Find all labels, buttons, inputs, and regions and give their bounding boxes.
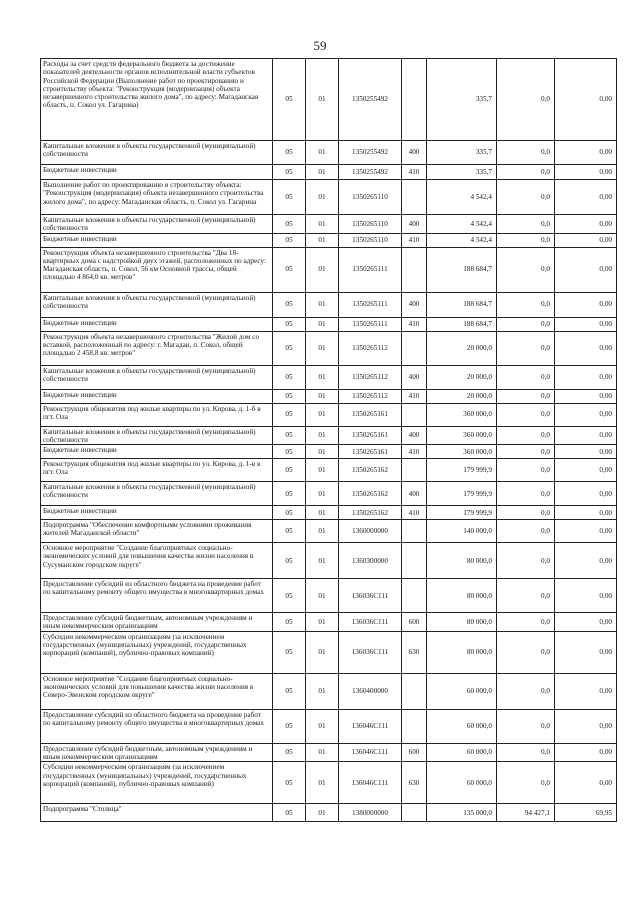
table-row: [41, 59, 617, 141]
row-execution-percent: 0,00: [555, 365, 617, 389]
row-name: Предоставление субсидий из областного бюджета на проведение работ по капитальному ремонту общего имущества в многоквартирных домах: [41, 579, 273, 613]
row-execution-percent: 0,00: [555, 426, 617, 445]
row-subsection: 01: [306, 673, 339, 709]
row-amount-planned: 188 684,7: [427, 247, 497, 292]
row-subsection: 01: [306, 292, 339, 317]
row-execution-percent: 0,00: [555, 762, 617, 804]
row-subsection: 01: [306, 506, 339, 520]
row-target-article: 136036С111: [339, 613, 402, 632]
row-section: 05: [273, 459, 306, 482]
row-amount-executed: 0,0: [497, 506, 555, 520]
row-target-article: 1360000000: [339, 520, 402, 543]
row-execution-percent: 0,00: [555, 673, 617, 709]
row-execution-percent: 0,00: [555, 631, 617, 673]
row-section: 05: [273, 215, 306, 234]
row-amount-executed: 0,0: [497, 613, 555, 632]
row-amount-planned: 60 000,0: [427, 743, 497, 762]
row-amount-planned: 60 000,0: [427, 673, 497, 709]
row-section: 05: [273, 804, 306, 822]
row-execution-percent: 0,00: [555, 59, 617, 141]
row-execution-percent: 0,00: [555, 165, 617, 180]
row-expense-type: 600: [402, 613, 427, 632]
row-expense-type: 630: [402, 762, 427, 804]
row-amount-planned: 80 000,0: [427, 543, 497, 579]
row-amount-planned: 335,7: [427, 141, 497, 165]
row-expense-type: 400: [402, 215, 427, 234]
table-row: [41, 389, 617, 403]
row-target-article: 136036С111: [339, 579, 402, 613]
table-row: [41, 426, 617, 445]
row-expense-type: 410: [402, 445, 427, 459]
row-name: Реконструкция общежития под жилые квартиры по ул. Кирова, д. 1-б в пгт. Ола: [41, 403, 273, 426]
row-amount-planned: 80 000,0: [427, 631, 497, 673]
row-amount-executed: 0,0: [497, 59, 555, 141]
table-row: [41, 520, 617, 543]
row-amount-planned: 335,7: [427, 59, 497, 141]
row-amount-planned: 4 542,4: [427, 180, 497, 215]
table-row: [41, 631, 617, 673]
row-name: Подпрограмма "Обеспечение комфортными условиями проживания жителей Магаданской области": [41, 520, 273, 543]
row-expense-type: 400: [402, 482, 427, 506]
row-amount-executed: 0,0: [497, 180, 555, 215]
row-execution-percent: 0,00: [555, 141, 617, 165]
row-expense-type: 600: [402, 743, 427, 762]
row-section: 05: [273, 389, 306, 403]
row-execution-percent: 0,00: [555, 709, 617, 743]
row-subsection: 01: [306, 365, 339, 389]
row-amount-planned: 140 000,0: [427, 520, 497, 543]
row-section: 05: [273, 520, 306, 543]
row-expense-type: 400: [402, 141, 427, 165]
row-subsection: 01: [306, 613, 339, 632]
table-row: [41, 233, 617, 247]
row-execution-percent: 0,00: [555, 233, 617, 247]
table-row: [41, 247, 617, 292]
table-row: [41, 292, 617, 317]
row-expense-type: [402, 331, 427, 365]
row-name: Бюджетные инвестиции: [41, 445, 273, 459]
row-amount-planned: 20 000,0: [427, 365, 497, 389]
table-row: [41, 403, 617, 426]
row-amount-executed: 0,0: [497, 331, 555, 365]
table-row: [41, 141, 617, 165]
row-target-article: 136036С111: [339, 631, 402, 673]
table-row: [41, 506, 617, 520]
row-section: 05: [273, 579, 306, 613]
row-amount-executed: 0,0: [497, 317, 555, 331]
row-name: Бюджетные инвестиции: [41, 317, 273, 331]
row-subsection: 01: [306, 804, 339, 822]
row-amount-planned: 179 999,9: [427, 482, 497, 506]
row-section: 05: [273, 233, 306, 247]
row-amount-executed: 0,0: [497, 709, 555, 743]
row-amount-planned: 188 684,7: [427, 292, 497, 317]
row-subsection: 01: [306, 762, 339, 804]
row-amount-executed: 0,0: [497, 426, 555, 445]
row-target-article: 1360300000: [339, 543, 402, 579]
row-target-article: 136046С111: [339, 709, 402, 743]
row-amount-executed: 0,0: [497, 365, 555, 389]
row-amount-planned: 20 000,0: [427, 389, 497, 403]
row-subsection: 01: [306, 445, 339, 459]
row-name: Капитальные вложения в объекты государственной (муниципальной) собственности: [41, 482, 273, 506]
row-section: 05: [273, 673, 306, 709]
row-name: Основное мероприятие "Создание благоприятных социально-экономических условий для повышения качества жизни населения в Северо-Эвенском городском округе": [41, 673, 273, 709]
row-subsection: 01: [306, 579, 339, 613]
row-target-article: 1350255492: [339, 165, 402, 180]
row-execution-percent: 0,00: [555, 403, 617, 426]
row-subsection: 01: [306, 59, 339, 141]
row-amount-executed: 0,0: [497, 165, 555, 180]
row-amount-executed: 0,0: [497, 247, 555, 292]
row-expense-type: 410: [402, 165, 427, 180]
row-section: 05: [273, 59, 306, 141]
row-expense-type: 400: [402, 426, 427, 445]
row-target-article: 136046С111: [339, 743, 402, 762]
row-expense-type: [402, 247, 427, 292]
row-execution-percent: 0,00: [555, 459, 617, 482]
row-name: Предоставление субсидий бюджетным, автономным учреждениям и иным некоммерческим организациям: [41, 613, 273, 632]
row-amount-planned: 20 000,0: [427, 331, 497, 365]
row-amount-planned: 60 000,0: [427, 709, 497, 743]
row-amount-planned: 360 000,0: [427, 445, 497, 459]
row-amount-executed: 0,0: [497, 762, 555, 804]
row-target-article: 136046С111: [339, 762, 402, 804]
row-subsection: 01: [306, 743, 339, 762]
row-section: 05: [273, 180, 306, 215]
row-amount-planned: 179 999,9: [427, 506, 497, 520]
row-name: Расходы за счет средств федерального бюджета за достижение показателей деятельности органов исполнительной власти субъектов Российской Федерации (Выполнение работ по проектированию и строительству объекта: "Реконструкция (модернизация) объекта незавершенного строительства жилого дома", по адресу: Магаданская область, п. Сокол ул. Гагарина): [41, 59, 273, 141]
row-amount-planned: 135 000,0: [427, 804, 497, 822]
row-expense-type: 410: [402, 389, 427, 403]
row-target-article: 1350265110: [339, 180, 402, 215]
row-subsection: 01: [306, 233, 339, 247]
row-execution-percent: 0,00: [555, 543, 617, 579]
row-section: 05: [273, 247, 306, 292]
table-row: [41, 743, 617, 762]
row-name: Реконструкция объекта незавершенного строительства "Два 18-квартирных дома с надстройкой двух этажей, расположенных по адресу: Магаданская область, п. Сокол, 56 км Основной трассы, общей площадью 4 864,0 кв. метров": [41, 247, 273, 292]
row-expense-type: [402, 59, 427, 141]
row-execution-percent: 0,00: [555, 520, 617, 543]
row-expense-type: 400: [402, 365, 427, 389]
row-subsection: 01: [306, 389, 339, 403]
row-execution-percent: 0,00: [555, 613, 617, 632]
row-amount-executed: 0,0: [497, 631, 555, 673]
row-target-article: 1350265112: [339, 365, 402, 389]
row-target-article: 1360400000: [339, 673, 402, 709]
row-expense-type: [402, 180, 427, 215]
table-row: [41, 165, 617, 180]
row-section: 05: [273, 426, 306, 445]
row-amount-planned: 4 542,4: [427, 215, 497, 234]
row-target-article: 1350265161: [339, 426, 402, 445]
row-section: 05: [273, 613, 306, 632]
row-amount-executed: 0,0: [497, 543, 555, 579]
table-row: [41, 673, 617, 709]
row-expense-type: [402, 709, 427, 743]
row-execution-percent: 0,00: [555, 331, 617, 365]
row-amount-planned: 80 000,0: [427, 613, 497, 632]
row-target-article: 1350265111: [339, 292, 402, 317]
row-expense-type: [402, 520, 427, 543]
row-name: Реконструкция объекта незавершенного строительства "Жилой дом со вставкой, расположенный по адресу: г. Магадан, п. Сокол, общей площадью 2 458,8 кв. метров": [41, 331, 273, 365]
table-row: [41, 613, 617, 632]
table-row: [41, 317, 617, 331]
row-name: Бюджетные инвестиции: [41, 233, 273, 247]
row-amount-executed: 0,0: [497, 445, 555, 459]
row-section: 05: [273, 445, 306, 459]
row-name: Бюджетные инвестиции: [41, 165, 273, 180]
row-subsection: 01: [306, 180, 339, 215]
row-subsection: 01: [306, 426, 339, 445]
row-name: Предоставление субсидий бюджетным, автономным учреждениям и иным некоммерческим организациям: [41, 743, 273, 762]
row-amount-executed: 0,0: [497, 673, 555, 709]
row-expense-type: [402, 543, 427, 579]
row-name: Капитальные вложения в объекты государственной (муниципальной) собственности: [41, 141, 273, 165]
row-execution-percent: 0,00: [555, 506, 617, 520]
table-row: [41, 709, 617, 743]
row-amount-planned: 60 000,0: [427, 762, 497, 804]
row-section: 05: [273, 506, 306, 520]
row-execution-percent: 0,00: [555, 317, 617, 331]
row-section: 05: [273, 482, 306, 506]
row-name: Капитальные вложения в объекты государственной (муниципальной) собственности: [41, 365, 273, 389]
row-amount-executed: 0,0: [497, 215, 555, 234]
row-section: 05: [273, 165, 306, 180]
row-subsection: 01: [306, 459, 339, 482]
row-subsection: 01: [306, 709, 339, 743]
row-expense-type: [402, 403, 427, 426]
row-name: Подпрограмма "Столица": [41, 804, 273, 822]
row-amount-executed: 0,0: [497, 403, 555, 426]
table-row: [41, 459, 617, 482]
row-target-article: 1350265161: [339, 403, 402, 426]
row-execution-percent: 0,00: [555, 215, 617, 234]
row-amount-executed: 0,0: [497, 743, 555, 762]
row-amount-planned: 80 000,0: [427, 579, 497, 613]
row-amount-executed: 0,0: [497, 292, 555, 317]
row-execution-percent: 0,00: [555, 180, 617, 215]
row-subsection: 01: [306, 141, 339, 165]
row-section: 05: [273, 403, 306, 426]
table-row: [41, 543, 617, 579]
row-amount-executed: 0,0: [497, 482, 555, 506]
row-expense-type: [402, 579, 427, 613]
row-name: Капитальные вложения в объекты государственной (муниципальной) собственности: [41, 426, 273, 445]
table-row: [41, 804, 617, 822]
row-subsection: 01: [306, 215, 339, 234]
row-execution-percent: 0,00: [555, 579, 617, 613]
row-subsection: 01: [306, 317, 339, 331]
row-expense-type: [402, 459, 427, 482]
row-amount-executed: 0,0: [497, 389, 555, 403]
row-target-article: 1350265111: [339, 317, 402, 331]
row-section: 05: [273, 762, 306, 804]
table-row: [41, 445, 617, 459]
row-execution-percent: 0,00: [555, 247, 617, 292]
row-section: 05: [273, 365, 306, 389]
row-expense-type: 410: [402, 506, 427, 520]
row-name: Реконструкция общежития под жилые квартиры по ул. Кирова, д. 1-в в пгт. Ола: [41, 459, 273, 482]
table-row: [41, 365, 617, 389]
row-expense-type: [402, 673, 427, 709]
row-section: 05: [273, 543, 306, 579]
row-target-article: 1350265162: [339, 482, 402, 506]
budget-table: [40, 58, 617, 822]
budget-table-body: [41, 59, 617, 822]
row-target-article: 1350265110: [339, 215, 402, 234]
row-subsection: 01: [306, 631, 339, 673]
row-amount-planned: 188 684,7: [427, 317, 497, 331]
table-row: [41, 215, 617, 234]
row-name: Бюджетные инвестиции: [41, 506, 273, 520]
row-subsection: 01: [306, 520, 339, 543]
row-name: Бюджетные инвестиции: [41, 389, 273, 403]
row-section: 05: [273, 709, 306, 743]
row-name: Выполнение работ по проектированию и строительству объекта: "Реконструкция (модернизация) объекта незавершенного строительства жилого дома", по адресу: Магаданская область, п. Сокол ул. Гагарина: [41, 180, 273, 215]
row-amount-executed: 0,0: [497, 459, 555, 482]
row-target-article: 1350265110: [339, 233, 402, 247]
table-row: [41, 762, 617, 804]
table-row: [41, 579, 617, 613]
row-amount-planned: 335,7: [427, 165, 497, 180]
row-section: 05: [273, 743, 306, 762]
row-expense-type: [402, 804, 427, 822]
row-execution-percent: 0,00: [555, 445, 617, 459]
table-row: [41, 180, 617, 215]
row-name: Предоставление субсидий из областного бюджета на проведение работ по капитальному ремонту общего имущества в многоквартирных домах: [41, 709, 273, 743]
row-amount-executed: 0,0: [497, 141, 555, 165]
page-number: 59: [313, 38, 327, 53]
row-execution-percent: 69,95: [555, 804, 617, 822]
row-subsection: 01: [306, 165, 339, 180]
row-subsection: 01: [306, 403, 339, 426]
row-subsection: 01: [306, 331, 339, 365]
row-target-article: 1380000000: [339, 804, 402, 822]
row-name: Капитальные вложения в объекты государственной (муниципальной) собственности: [41, 215, 273, 234]
row-subsection: 01: [306, 543, 339, 579]
row-execution-percent: 0,00: [555, 389, 617, 403]
row-execution-percent: 0,00: [555, 292, 617, 317]
row-expense-type: 400: [402, 292, 427, 317]
row-section: 05: [273, 331, 306, 365]
row-target-article: 1350265111: [339, 247, 402, 292]
row-target-article: 1350265112: [339, 389, 402, 403]
row-name: Субсидии некоммерческим организациям (за исключением государственных (муниципальных) учреждений, государственных корпораций (компаний), публично-правовых компаний): [41, 631, 273, 673]
row-target-article: 1350255492: [339, 141, 402, 165]
row-name: Субсидии некоммерческим организациям (за исключением государственных (муниципальных) учреждений, государственных корпораций (компаний), публично-правовых компаний): [41, 762, 273, 804]
row-name: Основное мероприятие "Создание благоприятных социально-экономических условий для повышения качества жизни населения в Сусуманском городском округе": [41, 543, 273, 579]
row-amount-planned: 360 000,0: [427, 403, 497, 426]
row-expense-type: 410: [402, 233, 427, 247]
table-row: [41, 331, 617, 365]
row-target-article: 1350265162: [339, 459, 402, 482]
row-expense-type: 410: [402, 317, 427, 331]
row-expense-type: 630: [402, 631, 427, 673]
row-target-article: 1350255492: [339, 59, 402, 141]
row-section: 05: [273, 292, 306, 317]
row-amount-executed: 94 427,1: [497, 804, 555, 822]
row-target-article: 1350265161: [339, 445, 402, 459]
row-amount-planned: 4 542,4: [427, 233, 497, 247]
row-section: 05: [273, 631, 306, 673]
row-section: 05: [273, 317, 306, 331]
row-section: 05: [273, 141, 306, 165]
row-amount-executed: 0,0: [497, 233, 555, 247]
row-name: Капитальные вложения в объекты государственной (муниципальной) собственности: [41, 292, 273, 317]
row-amount-executed: 0,0: [497, 579, 555, 613]
row-subsection: 01: [306, 247, 339, 292]
row-subsection: 01: [306, 482, 339, 506]
table-row: [41, 482, 617, 506]
row-execution-percent: 0,00: [555, 743, 617, 762]
row-execution-percent: 0,00: [555, 482, 617, 506]
row-amount-planned: 179 999,9: [427, 459, 497, 482]
row-amount-executed: 0,0: [497, 520, 555, 543]
row-target-article: 1350265112: [339, 331, 402, 365]
row-target-article: 1350265162: [339, 506, 402, 520]
row-amount-planned: 360 000,0: [427, 426, 497, 445]
